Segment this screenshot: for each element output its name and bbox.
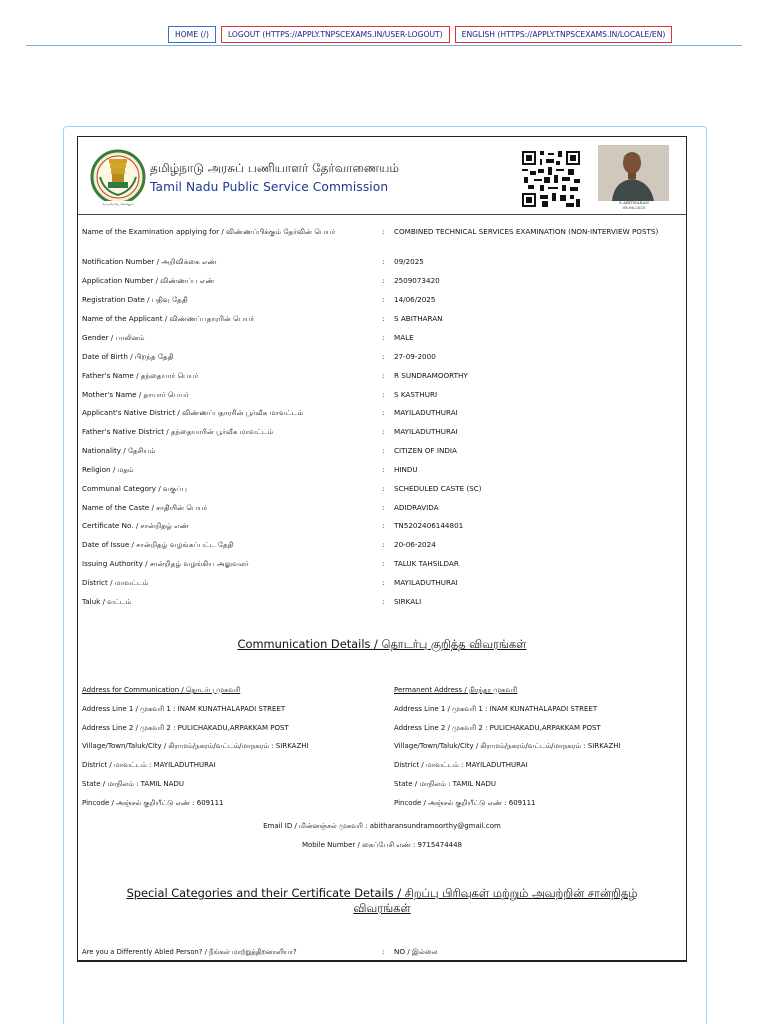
special-section-title xyxy=(78,886,686,916)
detail-label: Applicant's Native District / விண்ணப்பதாரரின் பூர்வீக மாவட்டம் xyxy=(82,408,304,417)
photo-caption-name: S ABITHARAN xyxy=(619,200,649,205)
detail-colon: : xyxy=(382,597,385,606)
detail-label: Communal Category / வகுப்பு xyxy=(82,484,187,493)
detail-label: Name of the Caste / சாதியின் பெயர் xyxy=(82,503,208,512)
detail-colon: : xyxy=(382,521,385,530)
detail-value: MAYILADUTHURAI xyxy=(394,427,458,436)
detail-colon: : xyxy=(382,276,385,285)
detail-colon: : xyxy=(382,390,385,399)
detail-label: Taluk / வட்டம் xyxy=(82,597,132,606)
perm-address-heading: Permanent Address / நிரந்தர முகவரி xyxy=(394,686,518,694)
detail-label: Application Number / விண்ணப்ப எண் xyxy=(82,276,215,285)
detail-value: 14/06/2025 xyxy=(394,295,436,304)
perm-address-line: Address Line 2 / முகவரி 2 : PULICHAKADU,ARPAKKAM POST xyxy=(394,724,601,732)
photo-caption-date: 08.06.2025 xyxy=(622,205,646,210)
email-line: Email ID / மின்னஞ்சல் முகவரி : abitharansundramoorthy@gmail.com xyxy=(263,822,501,830)
detail-label: District / மாவட்டம் xyxy=(82,578,149,587)
special-title-line1: Special Categories and their Certificate Details / சிறப்பு பிரிவுகள் மற்றும் அவற்றின் சான்றிதழ் xyxy=(126,886,638,900)
detail-colon: : xyxy=(382,371,385,380)
detail-value: SIRKALI xyxy=(394,597,422,606)
org-name-tamil: தமிழ்நாடு அரசுப் பணியாளர் தேர்வாணையம் xyxy=(150,161,400,175)
detail-label: Nationality / தேசியம் xyxy=(82,446,156,455)
detail-colon: : xyxy=(382,559,385,568)
detail-label: Date of Birth / பிறந்த தேதி xyxy=(82,352,174,361)
detail-colon: : xyxy=(382,540,385,549)
comm-address-heading: Address for Communication / தொடர்பு முகவரி xyxy=(82,686,241,694)
detail-label: Registration Date / பதிவு தேதி xyxy=(82,295,188,304)
perm-address-line: Pincode / அஞ்சல் குறியீட்டு எண் : 609111 xyxy=(394,799,536,807)
comm-address-line: Village/Town/Taluk/City / கிராமம்/நகரம்/வட்டம்/மாநகரம் : SIRKAZHI xyxy=(82,742,309,750)
detail-label: Mother's Name / தாயார் பெயர் xyxy=(82,390,189,399)
detail-label: Father's Native District / தந்தையாரின் பூர்வீக மாவட்டம் xyxy=(82,427,274,436)
detail-value: MALE xyxy=(394,333,414,342)
perm-address-line: Address Line 1 / முகவரி 1 : INAM KUNATHALAPADI STREET xyxy=(394,705,598,713)
comm-address-line: Address Line 2 / முகவரி 2 : PULICHAKADU,ARPAKKAM POST xyxy=(82,724,289,732)
comm-address-line: Address Line 1 / முகவரி 1 : INAM KUNATHALAPADI STREET xyxy=(82,705,286,713)
detail-colon: : xyxy=(382,295,385,304)
detail-colon: : xyxy=(382,465,385,474)
differently-abled-value: NO / இல்லை xyxy=(394,947,438,956)
detail-label: Father's Name / தந்தையார் பெயர் xyxy=(82,371,199,380)
detail-value: 09/2025 xyxy=(394,257,424,266)
detail-value: S ABITHARAN xyxy=(394,314,443,323)
top-nav xyxy=(168,26,672,43)
detail-colon: : xyxy=(382,427,385,436)
comm-address-line: State / மாநிலம் : TAMIL NADU xyxy=(82,780,184,788)
detail-value: SCHEDULED CASTE (SC) xyxy=(394,484,482,493)
detail-label: Religion / மதம் xyxy=(82,465,134,474)
application-document xyxy=(77,136,687,962)
detail-label: Name of the Examination applying for / விண்ணப்பிக்கும் தேர்வின் பெயர் xyxy=(82,227,336,236)
detail-label: Gender / பாலினம் xyxy=(82,333,145,342)
detail-value: TALUK TAHSILDAR xyxy=(394,559,459,568)
applicant-photo xyxy=(598,145,669,201)
detail-value: 27-09-2000 xyxy=(394,352,436,361)
detail-value: TN5202406144801 xyxy=(394,521,464,530)
photo-caption xyxy=(600,200,668,210)
perm-address-line: State / மாநிலம் : TAMIL NADU xyxy=(394,780,496,788)
svg-text:வாய்மையே வெல்லும்: வாய்மையே வெல்லும் xyxy=(102,202,134,206)
detail-value: MAYILADUTHURAI xyxy=(394,408,458,417)
perm-address-line: Village/Town/Taluk/City / கிராமம்/நகரம்/வட்டம்/மாநகரம் : SIRKAZHI xyxy=(394,742,621,750)
detail-label: Name of the Applicant / விண்ணப்பதாரரின் பெயர் xyxy=(82,314,255,323)
applicant-photo-image xyxy=(598,145,669,201)
perm-address-line: District / மாவட்டம் : MAYILADUTHURAI xyxy=(394,761,528,769)
detail-value: COMBINED TECHNICAL SERVICES EXAMINATION (NON-INTERVIEW POSTS) xyxy=(394,227,659,236)
mobile-line: Mobile Number / கைப்பேசி எண் : 9715474448 xyxy=(301,841,463,849)
detail-value: 20-06-2024 xyxy=(394,540,436,549)
org-name-english: Tamil Nadu Public Service Commission xyxy=(150,180,389,194)
tnpsc-emblem-icon xyxy=(90,147,146,209)
nav-home-link[interactable]: HOME (/) xyxy=(168,26,216,43)
detail-value: CITIZEN OF INDIA xyxy=(394,446,457,455)
detail-label: Issuing Authority / சான்றிதழ் வழங்கிய அலுவலர் xyxy=(82,559,249,568)
detail-value: S KASTHURI xyxy=(394,390,438,399)
detail-label: Certificate No. / சான்றிதழ் எண் xyxy=(82,521,189,530)
comm-address-line: District / மாவட்டம் : MAYILADUTHURAI xyxy=(82,761,216,769)
detail-value: R SUNDRAMOORTHY xyxy=(394,371,468,380)
detail-colon: : xyxy=(382,257,385,266)
detail-value: HINDU xyxy=(394,465,418,474)
nav-logout-link[interactable]: LOGOUT (HTTPS://APPLY.TNPSCEXAMS.IN/USER-LOGOUT) xyxy=(221,26,450,43)
nav-divider xyxy=(26,45,742,46)
special-title-line2: விவரங்கள் xyxy=(353,901,411,915)
detail-colon: : xyxy=(382,352,385,361)
detail-colon: : xyxy=(382,408,385,417)
detail-colon: : xyxy=(382,314,385,323)
comm-address-line: Pincode / அஞ்சல் குறியீட்டு எண் : 609111 xyxy=(82,799,224,807)
qr-code-icon xyxy=(522,151,580,207)
communication-section-title: Communication Details / தொடர்பு குறித்த விவரங்கள் xyxy=(237,637,527,651)
detail-colon: : xyxy=(382,446,385,455)
detail-value: ADIDRAVIDA xyxy=(394,503,439,512)
detail-colon: : xyxy=(382,578,385,587)
detail-colon: : xyxy=(382,947,385,956)
detail-value: MAYILADUTHURAI xyxy=(394,578,458,587)
header-rule xyxy=(78,214,686,215)
detail-colon: : xyxy=(382,227,385,236)
detail-colon: : xyxy=(382,333,385,342)
detail-colon: : xyxy=(382,503,385,512)
nav-english-link[interactable]: ENGLISH (HTTPS://APPLY.TNPSCEXAMS.IN/LOCALE/EN) xyxy=(455,26,673,43)
detail-label: Notification Number / அறிவிக்கை எண் xyxy=(82,257,217,266)
detail-colon: : xyxy=(382,484,385,493)
detail-value: 2509073420 xyxy=(394,276,440,285)
detail-label: Date of Issue / சான்றிதழ் வழங்கப்பட்ட தேதி xyxy=(82,540,234,549)
document-header xyxy=(78,137,686,215)
differently-abled-label: Are you a Differently Abled Person? / நீங்கள் மாற்றுத்திறனாளியா? xyxy=(82,948,297,956)
